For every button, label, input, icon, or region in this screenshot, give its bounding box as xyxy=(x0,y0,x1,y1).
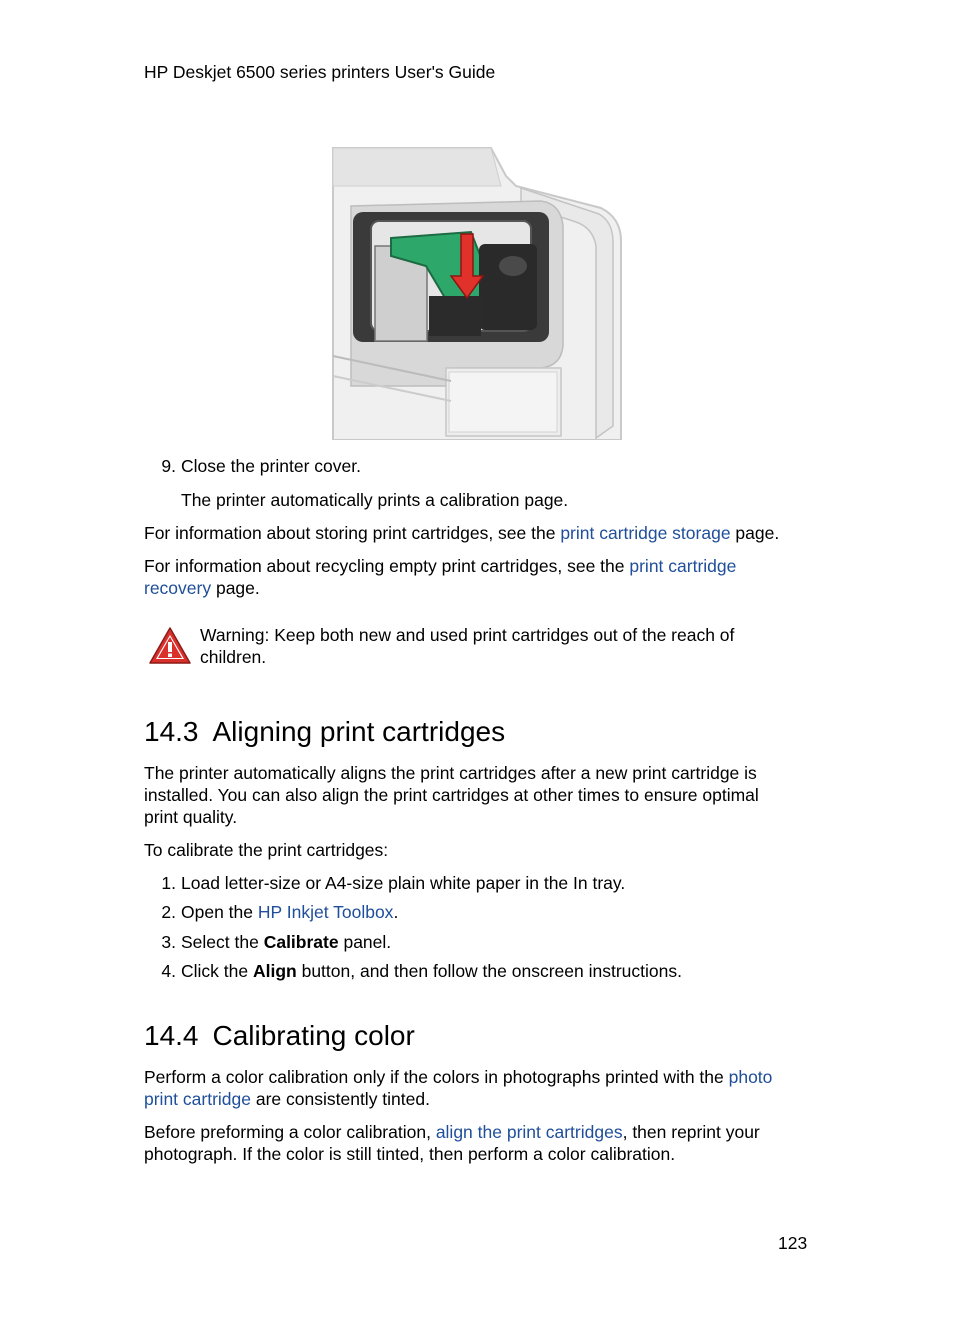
step-text xyxy=(181,960,682,982)
warning-triangle-icon xyxy=(148,626,192,666)
print-cartridge-storage-link[interactable]: print cartridge storage xyxy=(560,523,731,543)
paragraph-line: photograph. If the color is still tinted, then perform a color calibration. xyxy=(144,1144,676,1164)
color-calibration-paragraph xyxy=(144,1066,816,1110)
section-title: Calibrating color xyxy=(212,1020,415,1051)
paragraph-text: For information about storing print cartridges, see the xyxy=(144,523,561,543)
step-text xyxy=(181,931,391,953)
step-text-part: Open the xyxy=(181,902,258,922)
page-number: 123 xyxy=(778,1233,808,1253)
hp-inkjet-toolbox-link[interactable]: HP Inkjet Toolbox xyxy=(257,902,394,922)
align-print-cartridges-link[interactable]: align the print cartridges xyxy=(435,1122,623,1142)
step-number: 4. xyxy=(161,961,176,981)
step-text-part: . xyxy=(393,902,399,922)
print-cartridge-recovery-link-cont[interactable]: recovery xyxy=(144,578,212,598)
section-heading-14-3 xyxy=(144,716,505,748)
recycle-paragraph xyxy=(144,555,816,599)
paragraph-text: page. xyxy=(211,578,260,598)
paragraph-text: Before preforming a color calibration, xyxy=(144,1122,436,1142)
photo-print-cartridge-link[interactable]: photo xyxy=(728,1067,773,1087)
step-text-part: Click the xyxy=(181,961,253,981)
warning-line: Warning: Keep both new and used print cartridges out of the reach of xyxy=(200,625,735,645)
paragraph-text: , then reprint your xyxy=(622,1122,760,1142)
step-text-part: panel. xyxy=(338,932,392,952)
step-text xyxy=(181,901,398,923)
printer-cartridge-illustration xyxy=(331,146,623,440)
step-number: 9. xyxy=(161,456,176,476)
step-text: Close the printer cover. xyxy=(181,456,361,476)
paragraph-line: print quality. xyxy=(144,807,238,827)
section-heading-14-4 xyxy=(144,1020,415,1052)
step-text-part: Select the xyxy=(181,932,264,952)
storage-paragraph xyxy=(144,522,816,544)
document-header: HP Deskjet 6500 series printers User's Guide xyxy=(144,62,496,82)
step-bold-term: Align xyxy=(252,961,297,981)
paragraph-line: installed. You can also align the print cartridges at other times to ensure optimal xyxy=(144,785,759,805)
before-calibration-paragraph xyxy=(144,1121,816,1165)
paragraph-text: Perform a color calibration only if the colors in photographs printed with the xyxy=(144,1067,729,1087)
step-text: Load letter-size or A4-size plain white paper in the In tray. xyxy=(181,873,626,893)
section-intro xyxy=(144,762,816,828)
section-number: 14.3 xyxy=(144,716,199,747)
step-number: 2. xyxy=(161,902,176,922)
paragraph-text: For information about recycling empty print cartridges, see the xyxy=(144,556,630,576)
step-note: The printer automatically prints a calibration page. xyxy=(181,490,569,510)
print-cartridge-recovery-link[interactable]: print cartridge xyxy=(629,556,737,576)
section-title: Aligning print cartridges xyxy=(212,716,506,747)
paragraph-line: The printer automatically aligns the print cartridges after a new print cartridge is xyxy=(144,763,757,783)
paragraph-text: page. xyxy=(730,523,780,543)
photo-print-cartridge-link-cont[interactable]: print cartridge xyxy=(144,1089,251,1109)
step-number: 3. xyxy=(161,932,176,952)
step-bold-term: Calibrate xyxy=(263,932,339,952)
calibrate-lead: To calibrate the print cartridges: xyxy=(144,840,389,860)
section-number: 14.4 xyxy=(144,1020,199,1051)
step-text-part: button, and then follow the onscreen instructions. xyxy=(296,961,682,981)
paragraph-text: are consistently tinted. xyxy=(251,1089,430,1109)
warning-text xyxy=(200,624,800,668)
step-number: 1. xyxy=(161,873,176,893)
warning-line: children. xyxy=(200,647,267,667)
